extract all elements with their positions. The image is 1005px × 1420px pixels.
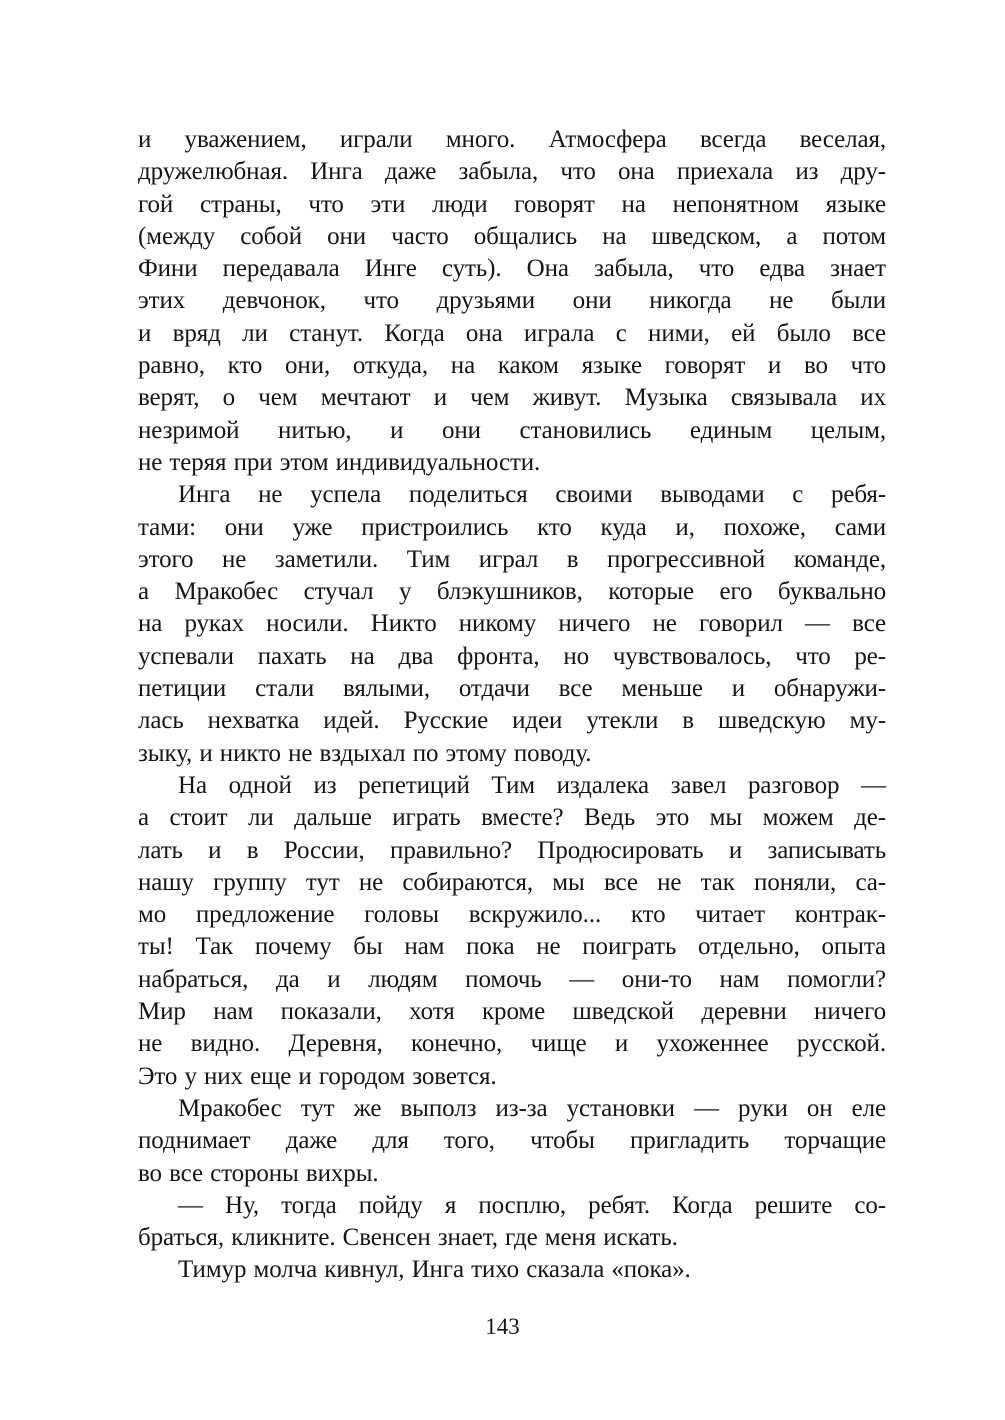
paragraph — [138, 1190, 886, 1255]
text-line: верят, о чем мечтают и чем живут. Музыка связывала их — [138, 384, 886, 412]
text-line: не теряя при этом индивидуальности. — [138, 448, 541, 476]
text-line: а Мракобес стучал у блэкушников, которые его буквально — [138, 578, 886, 606]
text-line: и вряд ли станут. Когда она играла с ними, ей было все — [138, 319, 886, 347]
paragraph — [138, 1254, 886, 1286]
text-line: зыку, и никто не вздыхал по этому поводу. — [138, 739, 592, 767]
text-line: (между собой они часто общались на шведском, а потом — [138, 222, 886, 250]
text-line: Инга не успела поделиться своими выводами с ребя- — [178, 481, 886, 509]
text-line: Это у них еще и городом зовется. — [138, 1062, 497, 1090]
text-line: мо предложение головы вскружило... кто читает контрак- — [138, 901, 886, 929]
text-line: на руках носили. Никто никому ничего не говорил — все — [138, 610, 886, 638]
text-line: тами: они уже пристроились кто куда и, похоже, сами — [138, 513, 886, 541]
text-line: во все стороны вихры. — [138, 1159, 379, 1187]
text-line: этих девчонок, что друзьями они никогда не были — [138, 287, 886, 315]
text-line: незримой нитью, и они становились единым целым, — [138, 416, 886, 444]
page-number: 143 — [485, 1314, 520, 1339]
text-line: а стоит ли дальше играть вместе? Ведь это мы можем де- — [138, 804, 886, 832]
text-line: На одной из репетиций Тим издалека завел разговор — — [178, 771, 886, 799]
text-line: петиции стали вялыми, отдачи все меньше и обнаружи- — [138, 675, 886, 703]
paragraph — [138, 770, 886, 1093]
text-line: лать и в России, правильно? Продюсировать и записывать — [138, 836, 886, 864]
text-line: ты! Так почему бы нам пока не поиграть отдельно, опыта — [138, 933, 886, 961]
paragraph — [138, 1093, 886, 1190]
text-line: гой страны, что эти люди говорят на непонятном языке — [138, 190, 886, 218]
text-line: — Ну, тогда пойду я посплю, ребят. Когда решите со- — [178, 1191, 886, 1219]
text-line: браться, кликните. Свенсен знает, где меня искать. — [138, 1224, 678, 1252]
text-line: успевали пахать на два фронта, но чувствовалось, что ре- — [138, 642, 886, 670]
text-line: поднимает даже для того, чтобы пригладить торчащие — [138, 1127, 886, 1155]
text-line: дружелюбная. Инга даже забыла, что она приехала из дру- — [138, 158, 886, 186]
text-line: не видно. Деревня, конечно, чище и ухоженнее русской. — [138, 1030, 886, 1058]
text-line: Фини передавала Инге суть). Она забыла, что едва знает — [138, 255, 886, 283]
text-line: этого не заметили. Тим играл в прогрессивной команде, — [138, 545, 886, 573]
page-text — [138, 124, 886, 1287]
text-line: Мир нам показали, хотя кроме шведской деревни ничего — [138, 998, 886, 1026]
paragraph — [138, 124, 886, 479]
text-line: и уважением, играли много. Атмосфера всегда веселая, — [138, 126, 886, 153]
text-line: равно, кто они, откуда, на каком языке говорят и во что — [138, 352, 886, 380]
text-line: лась нехватка идей. Русские идеи утекли в шведскую му- — [138, 707, 886, 735]
text-line: набраться, да и людям помочь — они-то нам помогли? — [138, 965, 886, 993]
text-line: Тимур молча кивнул, Инга тихо сказала «пока». — [178, 1256, 691, 1284]
text-line: Мракобес тут же выполз из-за установки — руки он еле — [178, 1094, 886, 1122]
paragraph — [138, 479, 886, 770]
text-line: нашу группу тут не собираются, мы все не так поняли, са- — [138, 868, 886, 896]
